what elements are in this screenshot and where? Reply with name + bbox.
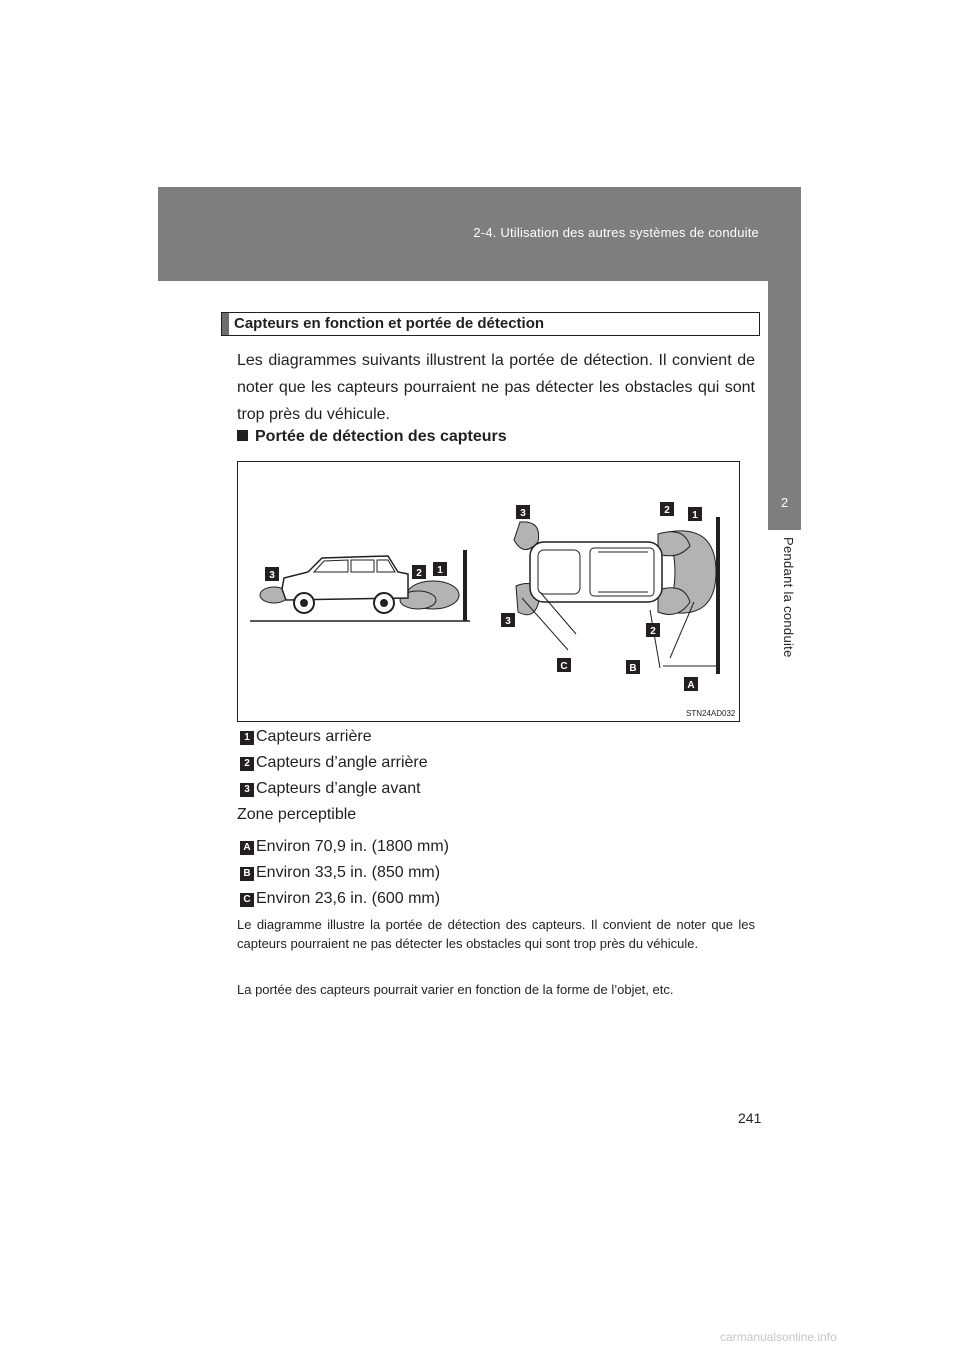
zone-text: Environ 33,5 in. (850 mm) [256, 864, 441, 881]
section-title: Capteurs en fonction et portée de détection [234, 315, 545, 332]
c-dim-line-1 [522, 598, 568, 650]
header-title: 2-4. Utilisation des autres systèmes de conduite [473, 225, 759, 240]
header-band [158, 187, 801, 281]
callout-2-top-lower-text: 2 [650, 626, 656, 637]
zone-badge: C [240, 893, 254, 907]
vehicle-top-hood [538, 550, 580, 594]
zone-text: Environ 70,9 in. (1800 mm) [256, 838, 449, 855]
legend-label: Capteurs d’angle arrière [256, 754, 428, 771]
callout-b-text: B [629, 663, 637, 674]
chapter-tab [768, 267, 801, 530]
legend-badge: 2 [240, 757, 254, 771]
intro-paragraph: Les diagrammes suivants illustrent la portée de détection. Il convient de noter que les capteurs pourraient ne pas détecter les obstacles qui sont trop près du véhicule. [237, 352, 755, 423]
top-view [501, 502, 718, 691]
subheading-text: Portée de détection des capteurs [255, 428, 507, 445]
legend-item [237, 728, 372, 748]
page-number: 241 [738, 1110, 762, 1126]
chapter-number: 2 [780, 495, 789, 510]
chapter-label: Pendant la conduite [781, 537, 796, 658]
front-hub [300, 599, 308, 607]
sensor-range-diagram [237, 461, 740, 722]
legend-label: Capteurs arrière [256, 728, 372, 745]
zone-badge: B [240, 867, 254, 881]
b-dim-line-1 [650, 610, 660, 668]
note-paragraph: La portée des capteurs pourrait varier en fonction de la forme de l’objet, etc. [237, 982, 674, 997]
callout-a-text: A [687, 680, 695, 691]
zone-text: Environ 23,6 in. (600 mm) [256, 890, 441, 907]
callout-1-side-text: 1 [437, 565, 443, 576]
legend-label: Capteurs d’angle avant [256, 780, 421, 797]
legend-item [237, 754, 428, 774]
zone-item [237, 890, 440, 910]
callout-c-text: C [560, 661, 568, 672]
vehicle-side-window-mid [351, 560, 374, 572]
callout-3-top-lower-text: 3 [505, 616, 511, 627]
side-view [250, 550, 470, 621]
figure-code: STN24AD032 [686, 709, 736, 718]
zone-item [237, 864, 440, 884]
zone-label: Zone perceptible [237, 806, 357, 823]
note-paragraph: Le diagramme illustre la portée de détection des capteurs. Il convient de noter que les capteurs pourraient ne pas détecter les obstacles qui sont trop près du véhicule. [237, 917, 755, 951]
callout-1-top-text: 1 [692, 510, 698, 521]
subheading [237, 428, 507, 446]
callout-2-top-upper-text: 2 [664, 505, 670, 516]
legend-badge: 1 [240, 731, 254, 745]
legend-badge: 3 [240, 783, 254, 797]
section-marker [222, 313, 229, 335]
square-bullet-icon [237, 430, 248, 441]
footer-watermark: carmanualsonline.info [720, 1330, 837, 1344]
callout-2-side-text: 2 [416, 568, 422, 579]
legend-item [237, 780, 421, 800]
rear-hub [380, 599, 388, 607]
vehicle-top-roof [590, 548, 654, 596]
section-heading [221, 312, 760, 336]
zone-item [237, 838, 449, 858]
callout-3-top-upper-text: 3 [520, 508, 526, 519]
zone-badge: A [240, 841, 254, 855]
callout-3-side-text: 3 [269, 570, 275, 581]
diagram-svg [238, 462, 741, 723]
